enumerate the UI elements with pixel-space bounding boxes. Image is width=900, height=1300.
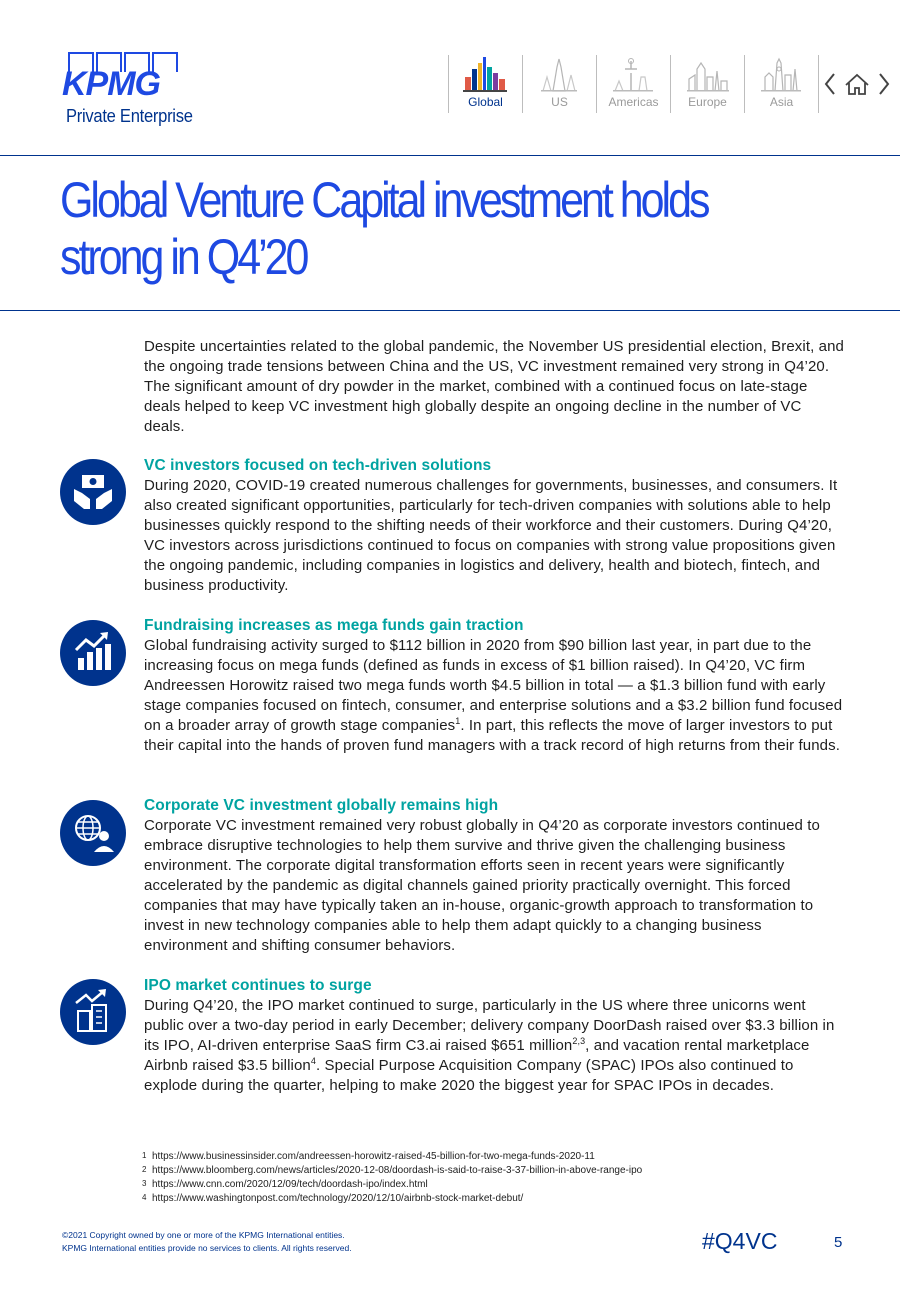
chevron-right-icon[interactable] — [876, 70, 894, 98]
copyright — [62, 1229, 352, 1254]
section-title: Fundraising increases as mega funds gain traction — [144, 617, 524, 634]
header-rule — [0, 155, 900, 156]
nav-item-us[interactable] — [522, 55, 596, 113]
nav-item-europe[interactable] — [670, 55, 744, 113]
section-corporate-vc — [144, 796, 844, 956]
footnote — [142, 1178, 862, 1192]
page-navigation — [822, 70, 894, 98]
copyright-line: ©2021 Copyright owned by one or more of the KPMG International entities. — [62, 1230, 345, 1240]
globe-person-icon — [60, 800, 126, 866]
footnote-link[interactable]: https://www.bloomberg.com/news/articles/2020-12-08/doordash-is-said-to-raise-3-37-billion-in-above-range-ipo — [152, 1165, 643, 1176]
body-part: . In part, this reflects the move of larger investors to put their capital into the hands of proven fund managers with a track record of high returns from their funds. — [144, 717, 840, 754]
section-tech-driven — [144, 456, 844, 596]
global-skyline-icon — [461, 55, 509, 93]
footnote-link[interactable]: https://www.businessinsider.com/andreessen-horowitz-raised-45-billion-for-two-mega-funds-2020-11 — [152, 1151, 595, 1162]
growth-chart-icon — [60, 620, 126, 686]
section-title: VC investors focused on tech-driven solutions — [144, 457, 492, 474]
section-title: IPO market continues to surge — [144, 977, 372, 994]
body-part: During Q4’20, the IPO market continued to surge, particularly in the US where three unicorns went public over a two-day period in early December; delivery company DoorDash raised over $3.3 billion in its IPO, AI-driven enterprise SaaS firm C3.ai raised $651 million — [144, 997, 835, 1054]
footnote-link[interactable]: https://www.washingtonpost.com/technology/2020/12/10/airbnb-stock-market-debut/ — [152, 1193, 524, 1204]
nav-label-europe: Europe — [688, 95, 727, 109]
money-hands-icon — [60, 459, 126, 525]
asia-skyline-icon — [757, 55, 805, 93]
section-ipo — [144, 976, 844, 1096]
body-part: , and vacation rental marketplace Airbnb raised $3.5 billion — [144, 1037, 810, 1074]
page-title: Global Venture Capital investment holds strong in Q4’20 — [60, 172, 708, 285]
footnotes — [142, 1150, 862, 1206]
footnote-number: 2 — [142, 1165, 147, 1174]
footnote — [142, 1192, 862, 1206]
chevron-left-icon[interactable] — [822, 70, 838, 98]
region-nav — [448, 55, 819, 113]
copyright-line: KPMG International entities provide no services to clients. All rights reserved. — [62, 1242, 352, 1253]
footnote — [142, 1150, 862, 1164]
title-rule — [0, 310, 900, 311]
section-body: Corporate VC investment remained very robust globally in Q4’20 as corporate investors continued to embrace disruptive technologies to help them survive and thrive given the challenging business environment. The corporate digital transformation efforts seen in recent years were significantly accelerated by the pandemic as digital channels gained priority practically overnight. This forced companies that may have typically taken an in-house, organic-growth approach to transformation to invest in new technology companies able to help them adapt quickly to a changing business environment and shifting consumer behaviors. — [144, 817, 820, 954]
intro-paragraph: Despite uncertainties related to the global pandemic, the November US presidential election, Brexit, and the ongoing trade tensions between China and the US, VC investment remained very strong in Q4’20. The significant amount of dry powder in the market, combined with a continued focus on late-stage deals helped to keep VC investment high globally despite an ongoing decline in the number of VC deals. — [144, 338, 844, 435]
section-body — [144, 996, 844, 1096]
body-part: Global fundraising activity surged to $112 billion in 2020 from $90 billion last year, in part due to the increasing focus on mega funds (defined as funds in excess of $1 billion raised). In Q4’20, VC firm Andreessen Horowitz raised two mega funds worth $4.5 billion in total — a $1.3 billion fund with early stage companies focused on fintech, consumer, and enterprise solutions and a $3.2 billion fund focused on a broader array of growth stage companies — [144, 637, 843, 734]
home-icon[interactable] — [844, 70, 870, 98]
section-body — [144, 636, 844, 756]
footnote-number: 1 — [142, 1151, 147, 1160]
nav-label-us: US — [551, 95, 568, 109]
kpmg-logo — [62, 52, 222, 132]
hashtag: #Q4VC — [702, 1228, 778, 1254]
nav-label-americas: Americas — [608, 95, 659, 109]
page-number: 5 — [834, 1234, 843, 1251]
europe-skyline-icon — [683, 55, 731, 93]
footnote-number: 4 — [142, 1193, 147, 1202]
logo-subtitle: Private Enterprise — [66, 106, 193, 126]
footnote — [142, 1164, 862, 1178]
section-title: Corporate VC investment globally remains high — [144, 797, 499, 814]
americas-skyline-icon — [609, 55, 657, 93]
footnote-number: 3 — [142, 1179, 147, 1188]
nav-item-americas[interactable] — [596, 55, 670, 113]
nav-label-asia: Asia — [769, 95, 794, 109]
footnote-ref: 2,3 — [572, 1036, 586, 1046]
buildings-arrow-icon — [60, 979, 126, 1045]
body-part: . Special Purpose Acquisition Company (SPAC) IPOs also continued to explode during the quarter, helping to make 2020 the biggest year for SPAC IPOs in decades. — [144, 1057, 794, 1094]
nav-item-asia[interactable] — [744, 55, 819, 113]
footnote-link[interactable]: https://www.cnn.com/2020/12/09/tech/doordash-ipo/index.html — [152, 1179, 428, 1190]
nav-item-global[interactable] — [448, 55, 522, 113]
logo-word: KPMG — [62, 65, 160, 103]
nav-label-global: Global — [468, 95, 503, 109]
footnote-ref: 4 — [310, 1056, 316, 1066]
section-fundraising — [144, 616, 844, 756]
section-body: During 2020, COVID-19 created numerous challenges for governments, businesses, and consumers. It also created significant opportunities, particularly for tech-driven companies with solutions able to help businesses quickly respond to the shifting needs of their workforce and their customers. During Q4’20, VC investors across jurisdictions continued to focus on companies with strong value propositions given the ongoing pandemic, including companies in logistics and delivery, health and biotech, fintech, and business productivity. — [144, 477, 838, 594]
footnote-ref: 1 — [455, 716, 461, 726]
us-skyline-icon — [535, 55, 583, 93]
